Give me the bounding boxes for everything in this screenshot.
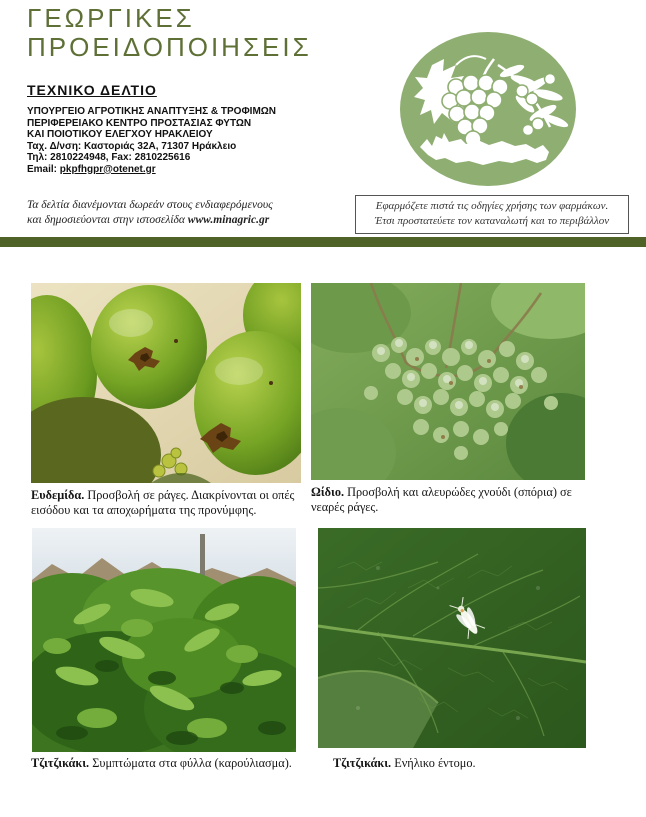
logo-graphic xyxy=(398,31,578,189)
phone-fax-line: Τηλ: 2810224948, Fax: 2810225616 xyxy=(27,152,191,163)
plant-protection-logo xyxy=(398,31,578,189)
tzitzikaki-adult-caption-text: Ενήλικο έντομο. xyxy=(391,756,476,770)
email-link[interactable]: pkpfhgpr@otenet.gr xyxy=(59,163,156,175)
tzitzikaki-leaves-photo xyxy=(32,528,296,752)
oidio-caption xyxy=(311,485,595,515)
oidio-term: Ωίδιο. xyxy=(311,485,345,499)
tzitzikaki-leaves-term: Τζιτζικάκι. xyxy=(31,756,90,770)
address-line: Ταχ. Δ/νση: Καστοριάς 32Α, 71307 Ηράκλειο xyxy=(27,140,237,152)
tzitzikaki-adult-caption xyxy=(333,756,593,771)
tzitzikaki-leaves-caption-text: Συμπτώματα στα φύλλα (καρούλιασμα). xyxy=(89,756,292,770)
tzitzikaki-leaves-graphic xyxy=(32,528,296,752)
email-label: Email: xyxy=(27,163,60,175)
tzitzikaki-adult-term: Τζιτζικάκι. xyxy=(333,756,392,770)
email-line xyxy=(27,164,276,176)
tzitzikaki-adult-graphic xyxy=(318,528,586,748)
advice-box xyxy=(355,195,629,234)
eudemida-caption xyxy=(31,488,307,518)
oidio-photo-graphic xyxy=(311,283,585,480)
oidio-caption-text: Προσβολή και αλευρώδες χνούδι (σπόρια) σε νεαρές ράγες. xyxy=(311,485,572,514)
eudemida-caption-text: Προσβολή σε ράγες. Διακρίνονται οι οπές εισόδου και τα αποχωρήματα της προνύμφης. xyxy=(31,488,295,517)
advice-line1: Εφαρμόζετε πιστά τις οδηγίες χρήσης των φαρμάκων. xyxy=(375,200,609,212)
website-text: www.minagric.gr xyxy=(187,214,270,226)
advice-line2: Έτσι προστατεύετε τον καταναλωτή και το περιβάλλον xyxy=(374,215,610,227)
divider-bar xyxy=(0,237,646,247)
distribution-line1: Τα δελτία διανέμονται δωρεάν στους ενδιαφερόμενους xyxy=(27,199,273,211)
eudemida-photo-graphic xyxy=(31,283,301,483)
page-title xyxy=(27,4,312,62)
agency-block xyxy=(27,106,276,175)
distribution-line2 xyxy=(27,213,332,228)
tzitzikaki-adult-photo xyxy=(318,528,586,748)
eudemida-photo xyxy=(31,283,301,483)
oidio-photo xyxy=(311,283,585,480)
page-title-line2: ΠΡΟΕΙΔΟΠΟΙΗΣΕΙΣ xyxy=(27,32,312,62)
tzitzikaki-leaves-caption xyxy=(31,756,321,771)
bulletin-heading: ΤΕΧΝΙΚΟ ΔΕΛΤΙΟ xyxy=(27,82,157,98)
distribution-line2-text: και δημοσιεύονται στην ιστοσελίδα xyxy=(27,214,188,226)
center-line2: ΚΑΙ ΠΟΙΟΤΙΚΟΥ ΕΛΕΓΧΟΥ ΗΡΑΚΛΕΙΟΥ xyxy=(27,129,213,140)
ministry-line: ΥΠΟΥΡΓΕΙΟ ΑΓΡΟΤΙΚΗΣ ΑΝΑΠΤΥΞΗΣ & ΤΡΟΦΙΜΩΝ xyxy=(27,106,277,117)
distribution-note xyxy=(27,198,332,228)
center-line1: ΠΕΡΙΦΕΡΕΙΑΚΟ ΚΕΝΤΡΟ ΠΡΟΣΤΑΣΙΑΣ ΦΥΤΩΝ xyxy=(27,117,252,129)
eudemida-term: Ευδεμίδα. xyxy=(31,488,85,502)
page-title-line1: ΓΕΩΡΓΙΚΕΣ xyxy=(27,3,195,33)
